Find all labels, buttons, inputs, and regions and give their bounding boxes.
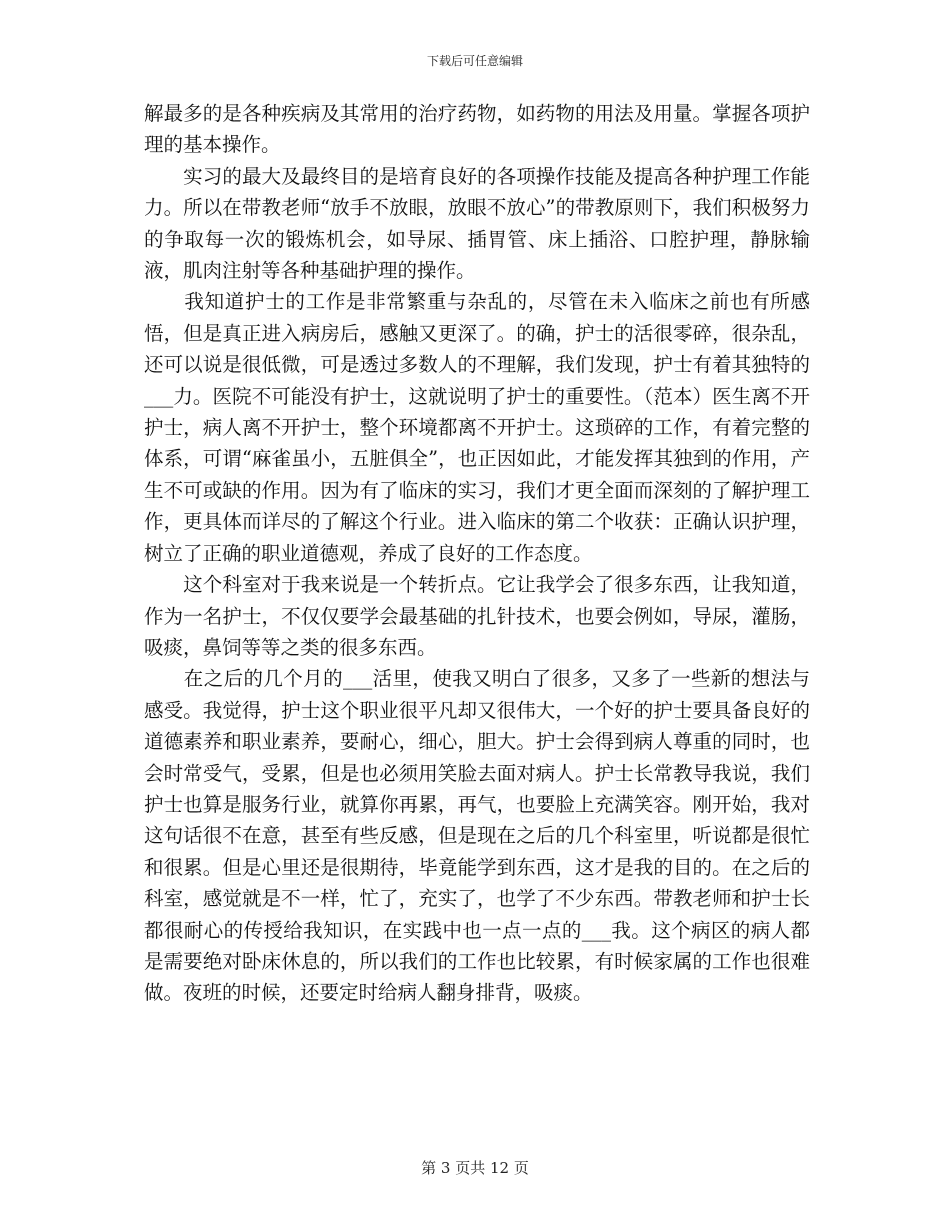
paragraph-4: 这个科室对于我来说是一个转折点。它让我学会了很多东西，让我知道，作为一名护士，不仅仅要学会最基础的扎针技术，也要会例如，导尿，灌肠，吸痰，鼻饲等等之类的很多东西。 [144,573,810,659]
paragraph-1: 解最多的是各种疾病及其常用的治疗药物，如药物的用法及用量。掌握各项护理的基本操作。 [144,102,810,157]
document-body [144,98,810,1009]
page-footer: 第 3 页共 12 页 [421,1159,529,1177]
paragraph-3: 我知道护士的工作是非常繁重与杂乱的，尽管在未入临床之前也有所感悟，但是真正进入病房后，感触又更深了。的确，护士的活很零碎，很杂乱，还可以说是很低微，可是透过多数人的不理解，我们发现，护士有着其独特的___力。医院不可能没有护士，这就说明了护士的重要性。（范本）医生离不开护士，病人离不开护士，整个环境都离不开护士。这琐碎的工作，有着完整的体系，可谓“麻雀虽小，五脏俱全”，也正因如此，才能发挥其独到的作用，产生不可或缺的作用。因为有了临床的实习，我们才更全面而深刻的了解护理工作，更具体而详尽的了解这个行业。进入临床的第二个收获：正确认识护理，树立了正确的职业道德观，养成了良好的工作态度。 [144,290,810,565]
page-header: 下载后可任意编辑 [426,54,523,68]
paragraph-5: 在之后的几个月的___活里，使我又明白了很多，又多了一些新的想法与感受。我觉得，护士这个职业很平凡却又很伟大，一个好的护士要具备良好的道德素养和职业素养，要耐心，细心，胆大。护士会得到病人尊重的同时，也会时常受气，受累，但是也必须用笑脸去面对病人。护士长常教导我说，我们护士也算是服务行业，就算你再累，再气，也要脸上充满笑容。刚开始，我对这句话很不在意，甚至有些反感，但是现在之后的几个科室里，听说都是很忙和很累。但是心里还是很期待，毕竟能学到东西，这才是我的目的。在之后的科室，感觉就是不一样，忙了，充实了，也学了不少东西。带教老师和护士长都很耐心的传授给我知识，在实践中也一点一点的___我。这个病区的病人都是需要绝对卧床休息的，所以我们的工作也比较累，有时候家属的工作也很难做。夜班的时候，还要定时给病人翻身排背，吸痰。 [144,667,810,1005]
paragraph-2: 实习的最大及最终目的是培育良好的各项操作技能及提高各种护理工作能力。所以在带教老师“放手不放眼，放眼不放心”的带教原则下，我们积极努力的争取每一次的锻炼机会，如导尿、插胃管、床上插浴、口腔护理，静脉输液，肌肉注射等各种基础护理的操作。 [144,164,810,283]
